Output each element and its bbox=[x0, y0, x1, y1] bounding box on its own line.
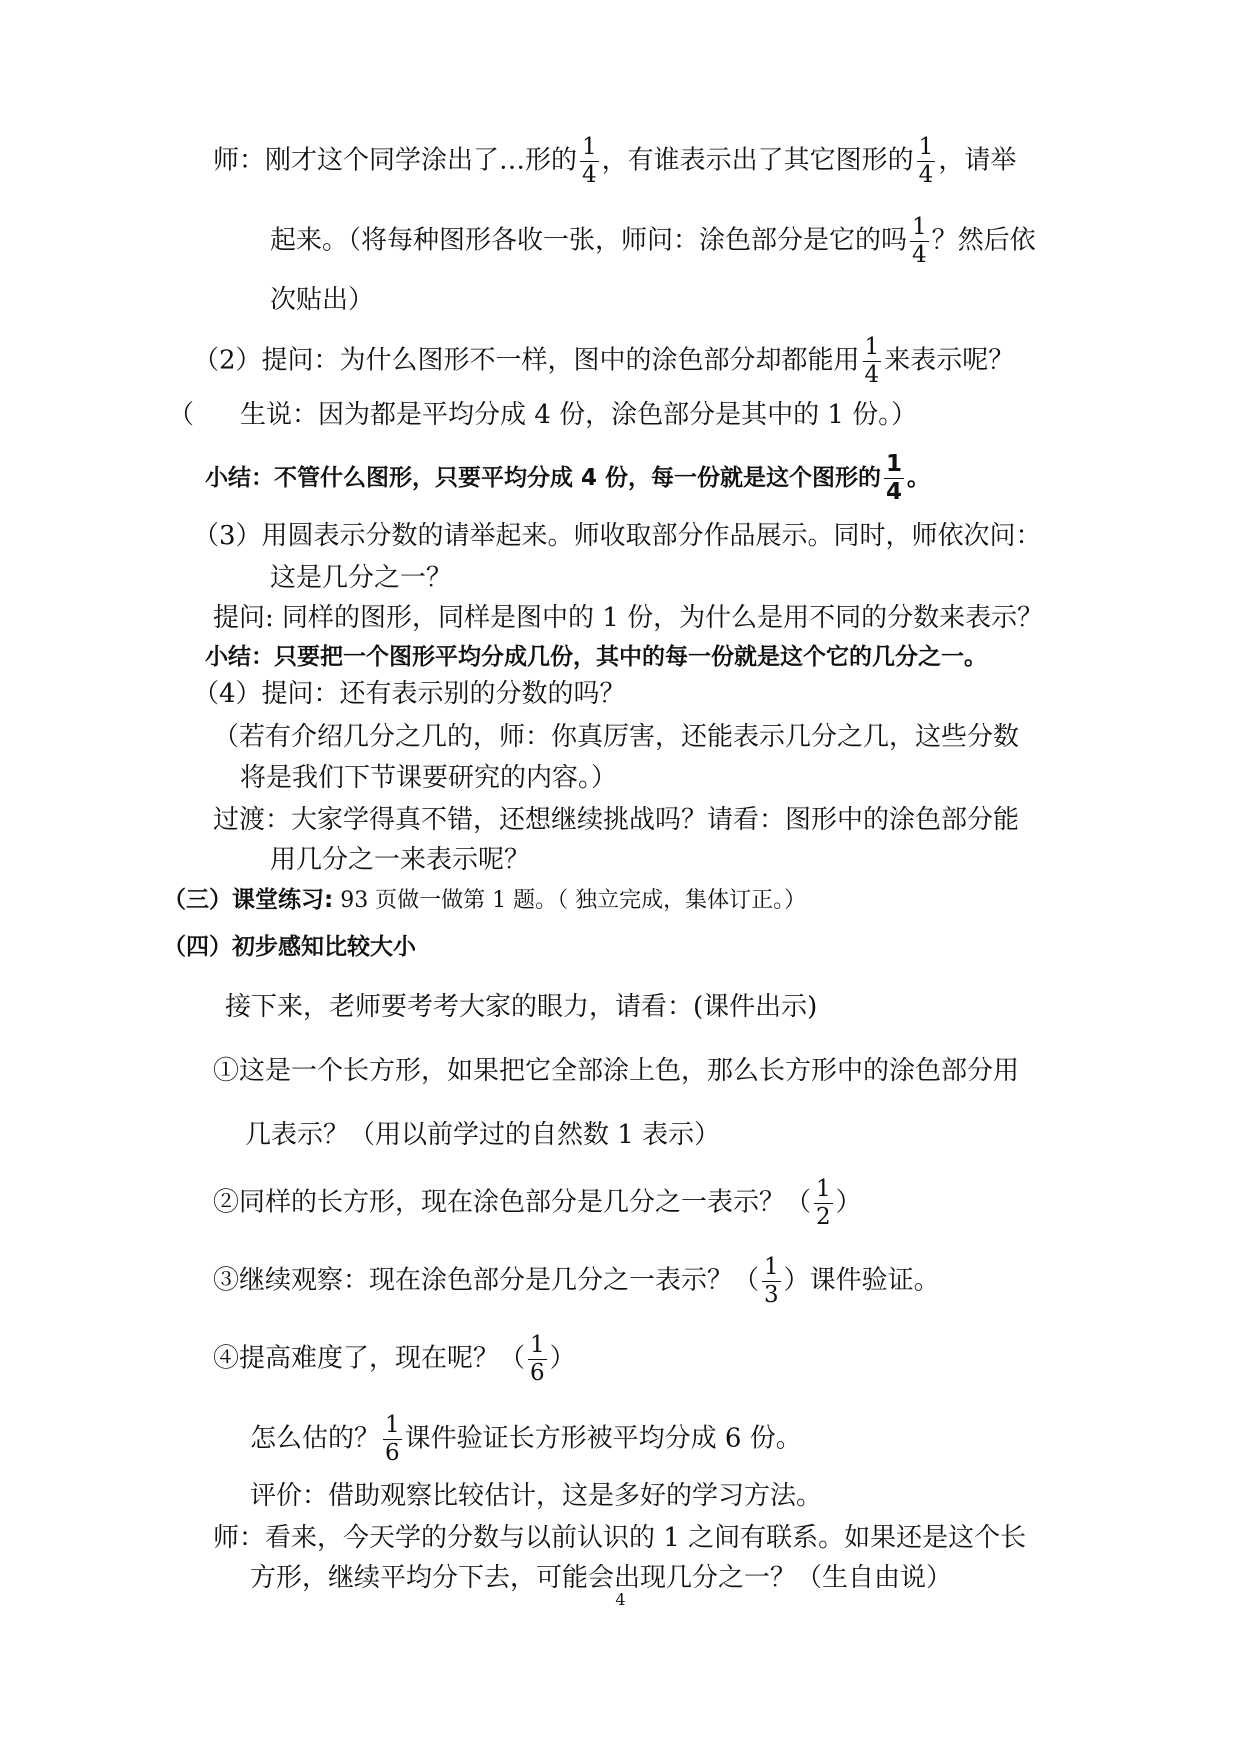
fraction-numerator: 1 bbox=[530, 1332, 545, 1358]
fraction-numerator: 1 bbox=[864, 334, 880, 360]
paragraph-line-22 bbox=[213, 1256, 940, 1307]
fraction-one-sixth bbox=[528, 1334, 547, 1385]
text-segment: ）课件验证。 bbox=[783, 1265, 940, 1296]
section-3-heading: （三）课堂练习: bbox=[163, 887, 334, 913]
fraction-denominator: 6 bbox=[385, 1440, 400, 1466]
text-segment: ，有谁表示出了其它图形的 bbox=[601, 145, 914, 176]
paragraph-line-19: ①这是一个长方形，如果把它全部涂上色，那么长方形中的涂色部分用 bbox=[213, 1056, 1020, 1086]
fraction-denominator: 4 bbox=[912, 242, 927, 268]
paragraph-line-4 bbox=[193, 336, 1014, 387]
text-segment: 起来。（将每种图形各收一张，师问：涂色部分是它的吗 bbox=[270, 225, 908, 256]
fraction-numerator: 1 bbox=[764, 1254, 779, 1280]
text-segment: ） bbox=[549, 1343, 576, 1374]
text-segment: ） bbox=[835, 1187, 862, 1218]
text-segment: （2）提问：为什么图形不一样，图中的涂色部分却都能用 bbox=[193, 345, 860, 376]
paragraph-line-23 bbox=[213, 1334, 576, 1385]
paragraph-line-20: 几表示？（用以前学过的自然数 1 表示） bbox=[245, 1120, 721, 1150]
paragraph-line-25: 评价：借助观察比较估计，这是多好的学习方法。 bbox=[250, 1481, 823, 1511]
fraction-one-quarter bbox=[910, 216, 929, 267]
paragraph-line-7: （3）用圆表示分数的请举起来。师收取部分作品展示。同时，师依次问： bbox=[193, 521, 1042, 551]
text-segment: 课件验证长方形被平均分成 6 份。 bbox=[404, 1423, 802, 1454]
fraction-one-quarter bbox=[884, 453, 904, 504]
paragraph-line-21 bbox=[213, 1178, 862, 1229]
fraction-numerator: 1 bbox=[886, 451, 903, 477]
paragraph-line-13: 将是我们下节课要研究的内容。） bbox=[240, 763, 618, 793]
paragraph-line-27: 方形，继续平均分下去，可能会出现几分之一？（生自由说） bbox=[250, 1563, 953, 1593]
paragraph-line-24 bbox=[250, 1414, 802, 1465]
fraction-one-quarter bbox=[917, 136, 936, 187]
text-segment: 怎么估的？ bbox=[250, 1423, 381, 1454]
text-segment: ③继续观察：现在涂色部分是几分之一表示？（ bbox=[213, 1265, 760, 1296]
text-segment: ？然后依 bbox=[931, 225, 1036, 256]
fraction-numerator: 1 bbox=[918, 134, 934, 160]
section-4-heading: （四）初步感知比较大小 bbox=[163, 934, 416, 960]
summary-line-2: 小结：只要把一个图形平均分成几份，其中的每一份就是这个它的几分之一。 bbox=[205, 644, 987, 670]
page-number: 4 bbox=[615, 1590, 626, 1609]
text-segment: ②同样的长方形，现在涂色部分是几分之一表示？（ bbox=[213, 1187, 812, 1218]
fraction-numerator: 1 bbox=[385, 1412, 400, 1438]
text-segment: 师：刚才这个同学涂出了…形的 bbox=[213, 145, 578, 176]
paragraph-line-12: （若有介绍几分之几的，师：你真厉害，还能表示几分之几，这些分数 bbox=[213, 722, 1020, 752]
paragraph-line-3: 次贴出） bbox=[270, 285, 375, 315]
text-segment: ④提高难度了，现在呢？（ bbox=[213, 1343, 526, 1374]
text-segment: ，请举 bbox=[938, 145, 1017, 176]
fraction-numerator: 1 bbox=[816, 1176, 831, 1202]
fraction-one-third bbox=[762, 1256, 781, 1307]
fraction-denominator: 2 bbox=[816, 1204, 831, 1230]
paragraph-line-5b: 生说：因为都是平均分成 4 份，涂色部分是其中的 1 份。） bbox=[240, 400, 918, 430]
fraction-one-half bbox=[814, 1178, 833, 1229]
paragraph-line-15: 用几分之一来表示呢？ bbox=[270, 845, 531, 875]
fraction-numerator: 1 bbox=[912, 214, 927, 240]
fraction-numerator: 1 bbox=[582, 134, 597, 160]
fraction-denominator: 4 bbox=[886, 479, 903, 505]
paragraph-line-5a: （ bbox=[168, 400, 195, 430]
paragraph-line-8: 这是几分之一？ bbox=[270, 563, 453, 593]
fraction-denominator: 4 bbox=[582, 162, 597, 188]
fraction-one-quarter bbox=[863, 336, 882, 387]
paragraph-line-11: （4）提问：还有表示别的分数的吗？ bbox=[193, 679, 626, 709]
paragraph-line-14: 过渡：大家学得真不错，还想继续挑战吗？请看：图形中的涂色部分能 bbox=[213, 805, 1020, 835]
fraction-one-sixth bbox=[383, 1414, 402, 1465]
paragraph-line-2 bbox=[270, 216, 1036, 267]
text-segment: 小结：不管什么图形，只要平均分成 4 份，每一份就是这个图形的 bbox=[205, 465, 882, 491]
fraction-denominator: 4 bbox=[864, 362, 880, 388]
fraction-denominator: 6 bbox=[530, 1360, 545, 1386]
section-3-text: 93 页做一做第 1 题。（ 独立完成，集体订正。） bbox=[333, 888, 807, 913]
text-segment: 来表示呢？ bbox=[884, 345, 1015, 376]
text-segment: 。 bbox=[907, 465, 931, 491]
paragraph-line-26: 师：看来，今天学的分数与以前认识的 1 之间有联系。如果还是这个长 bbox=[213, 1523, 1027, 1553]
summary-line-1 bbox=[205, 453, 930, 504]
fraction-denominator: 4 bbox=[918, 162, 934, 188]
fraction-one-quarter bbox=[580, 136, 599, 187]
section-3-line bbox=[163, 880, 806, 921]
paragraph-line-9: 提问: 同样的图形，同样是图中的 1 份，为什么是用不同的分数来表示？ bbox=[213, 603, 1044, 633]
paragraph-line-18: 接下来，老师要考考大家的眼力，请看：(课件出示) bbox=[225, 992, 818, 1022]
fraction-denominator: 3 bbox=[764, 1282, 779, 1308]
paragraph-line-1 bbox=[213, 136, 1016, 187]
